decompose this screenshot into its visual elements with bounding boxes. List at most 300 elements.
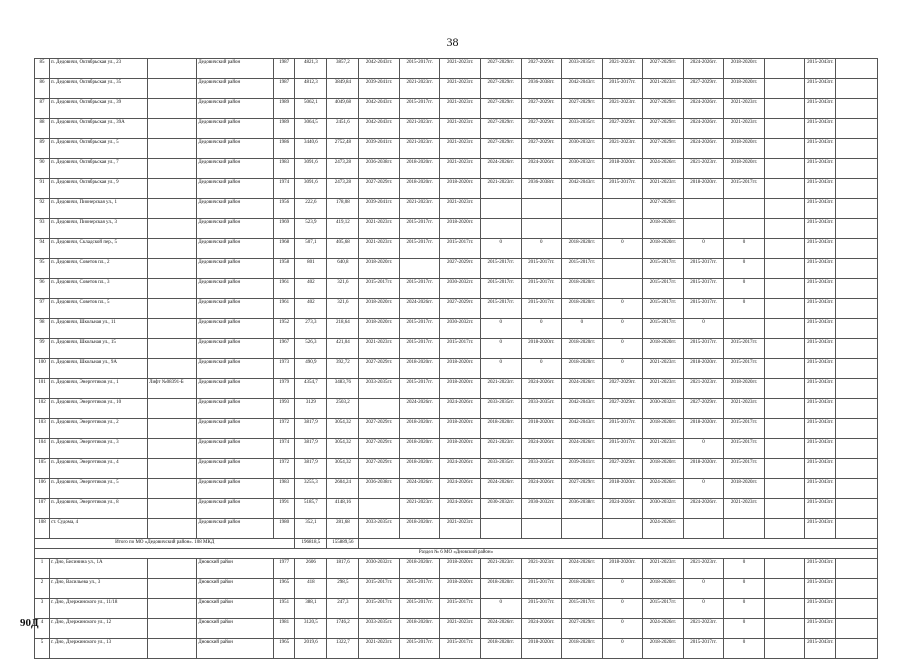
empty-cell: [836, 499, 878, 519]
repair-period-cell: [764, 199, 805, 219]
district-cell: Дедовичский район: [197, 259, 274, 279]
repair-period-cell: [764, 159, 805, 179]
year-cell: 1974: [274, 439, 295, 459]
empty-cell: [836, 159, 878, 179]
repair-period-cell: 2021-2023гг.: [643, 379, 684, 399]
repair-period-cell: 0: [602, 359, 643, 379]
living-area-cell: 321,6: [327, 279, 359, 299]
year-cell: 1983: [274, 159, 295, 179]
note-cell: [148, 639, 197, 659]
repair-period-cell: 2042-2043гг.: [562, 399, 603, 419]
repair-period-cell: 2027-2029гг.: [521, 139, 562, 159]
repair-period-cell: 0: [683, 579, 724, 599]
repair-period-cell: 0: [683, 479, 724, 499]
address-cell: г. Дно, Дзержинского ул., 13: [49, 639, 147, 659]
repair-period-cell: 2021-2023гг.: [683, 559, 724, 579]
repair-period-cell: [521, 219, 562, 239]
repair-period-cell: 2015-2017гг.: [724, 179, 765, 199]
repair-period-cell: 0: [562, 319, 603, 339]
note-cell: [148, 459, 197, 479]
empty-cell: [836, 99, 878, 119]
repair-period-cell: 2033-2035гг.: [359, 519, 400, 539]
total-area-cell: 352,1: [295, 519, 327, 539]
repair-period-cell: 2021-2023гг.: [724, 499, 765, 519]
repair-period-cell: 2015-2017гг.: [440, 239, 481, 259]
row-number: 108: [35, 519, 50, 539]
total-area-cell: 388,1: [295, 599, 327, 619]
note-cell: [148, 139, 197, 159]
repair-period-cell: 2015-2017гг.: [399, 239, 440, 259]
repair-period-cell: 2024-2026гг.: [683, 119, 724, 139]
living-area-cell: 1322,7: [327, 639, 359, 659]
living-area-cell: 321,6: [327, 299, 359, 319]
address-cell: п. Дедовичи, Складской пер., 5: [49, 239, 147, 259]
repair-period-cell: 2015-2017гг.: [683, 279, 724, 299]
repair-period-cell: 2027-2029гг.: [643, 199, 684, 219]
district-cell: Дедовичский район: [197, 379, 274, 399]
year-cell: 1968: [274, 239, 295, 259]
repair-period-cell: [764, 239, 805, 259]
year-cell: 1986: [274, 139, 295, 159]
repair-period-cell: 2021-2023гг.: [643, 179, 684, 199]
table-row: [35, 79, 878, 99]
repair-period-cell: 0: [602, 639, 643, 659]
repair-period-cell: 2015-2017гг.: [521, 299, 562, 319]
repair-period-cell: 2015-2017гг.: [602, 439, 643, 459]
row-number: 86: [35, 79, 50, 99]
total-area-cell: 3817,9: [295, 459, 327, 479]
row-number: 99: [35, 339, 50, 359]
repair-period-cell: 2015-2043гг.: [805, 139, 836, 159]
repair-period-cell: [764, 479, 805, 499]
repair-period-cell: 2015-2017гг.: [602, 179, 643, 199]
repair-period-cell: 2024-2026гг.: [480, 479, 521, 499]
repair-period-cell: 2042-2043гг.: [359, 99, 400, 119]
district-cell: Дедовичский район: [197, 299, 274, 319]
row-number: 92: [35, 199, 50, 219]
total-area-cell: 2606: [295, 559, 327, 579]
repair-period-cell: 2018-2020гг.: [399, 179, 440, 199]
table-row: [35, 279, 878, 299]
district-cell: Дедовичский район: [197, 439, 274, 459]
repair-period-cell: 2024-2026гг.: [643, 519, 684, 539]
repair-period-cell: 2021-2023гг.: [480, 379, 521, 399]
address-cell: п. Дедовичи, Советов пл., 3: [49, 279, 147, 299]
address-cell: п. Дедовичи, Школьная ул., 15: [49, 339, 147, 359]
repair-period-cell: 2015-2017гг.: [399, 579, 440, 599]
table-row: [35, 239, 878, 259]
repair-period-cell: 2024-2026гг.: [440, 479, 481, 499]
repair-period-cell: 2039-2041гг.: [562, 459, 603, 479]
repair-period-cell: 2021-2023гг.: [683, 619, 724, 639]
living-area-cell: 2473,28: [327, 179, 359, 199]
table-row: [35, 139, 878, 159]
repair-period-cell: 2018-2020гг.: [602, 479, 643, 499]
table-row: [35, 59, 878, 79]
table-row: [35, 459, 878, 479]
repair-period-cell: 2027-2029гг.: [480, 79, 521, 99]
repair-period-cell: [562, 219, 603, 239]
repair-period-cell: 0: [724, 239, 765, 259]
repair-period-cell: 2027-2029гг.: [521, 119, 562, 139]
empty-cell: [836, 179, 878, 199]
repair-period-cell: 2015-2017гг.: [399, 339, 440, 359]
repair-period-cell: 2027-2029гг.: [602, 399, 643, 419]
repair-period-cell: 2015-2017гг.: [602, 79, 643, 99]
repair-period-cell: 2036-2038гг.: [521, 179, 562, 199]
empty-cell: [836, 519, 878, 539]
repair-period-cell: 2018-2020гг.: [521, 639, 562, 659]
repair-period-cell: [764, 619, 805, 639]
living-area-cell: 3857,2: [327, 59, 359, 79]
repair-period-cell: 2030-2032гг.: [562, 159, 603, 179]
repair-period-cell: 0: [480, 359, 521, 379]
repair-period-cell: 2021-2023гг.: [683, 159, 724, 179]
table-row: [35, 379, 878, 399]
repair-period-cell: 2015-2017гг.: [683, 639, 724, 659]
repair-period-cell: 2018-2020гг.: [440, 179, 481, 199]
repair-period-cell: 2027-2029гг.: [643, 119, 684, 139]
repair-period-cell: 2024-2026гг.: [440, 399, 481, 419]
row-number: 97: [35, 299, 50, 319]
living-area-cell: 1746,2: [327, 619, 359, 639]
empty-cell: [836, 459, 878, 479]
note-cell: [148, 179, 197, 199]
district-cell: Дедовичский район: [197, 199, 274, 219]
repair-period-cell: 2027-2029гг.: [359, 179, 400, 199]
table-row: [35, 359, 878, 379]
repair-period-cell: 2018-2020гг.: [399, 559, 440, 579]
row-number: 101: [35, 379, 50, 399]
address-cell: п. Дедовичи, Энергетиков ул., 5: [49, 479, 147, 499]
page-number: 38: [446, 35, 459, 49]
repair-period-cell: 2015-2017гг.: [643, 299, 684, 319]
repair-period-cell: 2015-2017гг.: [643, 319, 684, 339]
living-area-cell: 4049,68: [327, 99, 359, 119]
repair-period-cell: 2021-2023гг.: [440, 199, 481, 219]
repair-period-cell: 0: [683, 599, 724, 619]
repair-period-cell: 0: [480, 339, 521, 359]
district-cell: Дедовичский район: [197, 239, 274, 259]
empty-cell: [836, 399, 878, 419]
repair-period-cell: 2018-2020гг.: [440, 559, 481, 579]
empty-cell: [836, 639, 878, 659]
repair-period-cell: 2021-2023гг.: [440, 99, 481, 119]
repair-period-cell: 2018-2020гг.: [643, 419, 684, 439]
district-cell: Дедовичский район: [197, 59, 274, 79]
district-cell: Дедовичский район: [197, 279, 274, 299]
row-number: 102: [35, 399, 50, 419]
total-area-cell: 2019,6: [295, 639, 327, 659]
address-cell: п. Дедовичи, Школьная ул., 9А: [49, 359, 147, 379]
total-area-cell: 3120,5: [295, 619, 327, 639]
repair-period-cell: 2015-2043гг.: [805, 559, 836, 579]
empty-cell: [836, 59, 878, 79]
living-area-cell: 3054,32: [327, 459, 359, 479]
district-cell: Дедовичский район: [197, 119, 274, 139]
repair-period-cell: 2018-2020гг.: [562, 579, 603, 599]
repair-period-cell: 2018-2020гг.: [683, 179, 724, 199]
repair-period-cell: 2039-2041гг.: [359, 79, 400, 99]
empty-cell: [836, 219, 878, 239]
repair-period-cell: 2021-2023гг.: [399, 139, 440, 159]
repair-period-cell: 0: [480, 599, 521, 619]
note-cell: [148, 599, 197, 619]
repair-period-cell: 2015-2043гг.: [805, 459, 836, 479]
repair-period-cell: 2036-2038гг.: [359, 159, 400, 179]
repair-period-cell: 2027-2029гг.: [440, 259, 481, 279]
note-cell: [148, 319, 197, 339]
note-cell: [148, 419, 197, 439]
repair-period-cell: 2015-2017гг.: [521, 579, 562, 599]
empty-cell: [836, 79, 878, 99]
repair-period-cell: 2027-2029гг.: [359, 359, 400, 379]
section-title: Раздел № 6 МО «Дновский район»: [35, 549, 878, 559]
note-cell: [148, 219, 197, 239]
repair-period-cell: [764, 319, 805, 339]
repair-period-cell: 2021-2023гг.: [643, 359, 684, 379]
repair-period-cell: 2018-2020гг.: [399, 159, 440, 179]
empty-cell: [836, 239, 878, 259]
repair-period-cell: [602, 219, 643, 239]
repair-period-cell: [764, 359, 805, 379]
total-area-cell: 273,3: [295, 319, 327, 339]
address-cell: г. Дно, Дзержинского ул., 11/18: [49, 599, 147, 619]
repair-period-cell: 0: [602, 319, 643, 339]
repair-period-cell: 2024-2026гг.: [521, 379, 562, 399]
year-cell: 1979: [274, 379, 295, 399]
total-area-cell: 402: [295, 299, 327, 319]
repair-period-cell: 0: [480, 239, 521, 259]
table-row: [35, 259, 878, 279]
row-number: 93: [35, 219, 50, 239]
year-cell: 1993: [274, 399, 295, 419]
repair-period-cell: 2024-2026гг.: [683, 59, 724, 79]
repair-period-cell: 2027-2029гг.: [562, 99, 603, 119]
repair-period-cell: 2027-2029гг.: [602, 459, 643, 479]
repair-period-cell: 2015-2017гг.: [724, 439, 765, 459]
repair-period-cell: 2027-2029гг.: [359, 459, 400, 479]
note-cell: [148, 359, 197, 379]
note-cell: [148, 499, 197, 519]
repair-period-cell: 2018-2020гг.: [440, 419, 481, 439]
district-cell: Дедовичский район: [197, 499, 274, 519]
repair-period-cell: 0: [724, 619, 765, 639]
repair-period-cell: 2042-2043гг.: [359, 119, 400, 139]
total-area-cell: 3440,6: [295, 139, 327, 159]
repair-period-cell: 2018-2020гг.: [480, 419, 521, 439]
repair-period-cell: 2015-2017гг.: [440, 339, 481, 359]
repair-period-cell: 2021-2023гг.: [521, 559, 562, 579]
living-area-cell: 2473,28: [327, 159, 359, 179]
repair-period-cell: 2018-2020гг.: [643, 339, 684, 359]
empty-cell: [836, 419, 878, 439]
living-area-cell: 3849,84: [327, 79, 359, 99]
repair-period-cell: 2018-2020гг.: [643, 219, 684, 239]
note-cell: [148, 59, 197, 79]
living-area-cell: 1817,6: [327, 559, 359, 579]
table-row: [35, 619, 878, 639]
repair-period-cell: 2018-2020гг.: [399, 459, 440, 479]
repair-period-cell: 2024-2026гг.: [399, 479, 440, 499]
table-row: [35, 159, 878, 179]
repair-period-cell: 2024-2026гг.: [602, 499, 643, 519]
repair-period-cell: [562, 199, 603, 219]
repair-period-cell: 2018-2020гг.: [440, 379, 481, 399]
living-area-cell: 2604,24: [327, 479, 359, 499]
repair-period-cell: [683, 199, 724, 219]
year-cell: 1958: [274, 259, 295, 279]
repair-period-cell: 2018-2020гг.: [724, 159, 765, 179]
district-cell: Дедовичский район: [197, 519, 274, 539]
district-cell: Дновский район: [197, 639, 274, 659]
address-cell: п. Дедовичи, Школьная ул., 11: [49, 319, 147, 339]
row-number: 89: [35, 139, 50, 159]
row-number: 100: [35, 359, 50, 379]
repair-period-cell: 2018-2020гг.: [562, 279, 603, 299]
row-number: 90: [35, 159, 50, 179]
total-area-cell: 490,9: [295, 359, 327, 379]
repair-period-cell: 2042-2043гг.: [359, 59, 400, 79]
total-area-cell: 801: [295, 259, 327, 279]
repair-period-cell: 0: [724, 279, 765, 299]
repair-period-cell: 0: [521, 359, 562, 379]
repair-period-cell: [764, 439, 805, 459]
repair-period-cell: 2027-2029гг.: [480, 99, 521, 119]
repair-period-cell: [480, 219, 521, 239]
total-area-cell: 5062,1: [295, 99, 327, 119]
district-cell: Дедовичский район: [197, 179, 274, 199]
district-cell: Дедовичский район: [197, 99, 274, 119]
year-cell: 1973: [274, 359, 295, 379]
living-area-cell: 3483,76: [327, 379, 359, 399]
district-cell: Дедовичский район: [197, 419, 274, 439]
repair-period-cell: 2015-2017гг.: [724, 459, 765, 479]
total-area-cell: 402: [295, 279, 327, 299]
repair-period-cell: 2018-2020гг.: [724, 379, 765, 399]
repair-period-cell: 2015-2043гг.: [805, 499, 836, 519]
repair-period-cell: 0: [602, 579, 643, 599]
repair-period-cell: 2015-2043гг.: [805, 199, 836, 219]
repair-period-cell: 2027-2029гг.: [562, 619, 603, 639]
district-cell: Дедовичский район: [197, 459, 274, 479]
repair-period-cell: 2021-2023гг.: [602, 99, 643, 119]
living-area-cell: 3054,32: [327, 419, 359, 439]
repair-period-cell: 2018-2020гг.: [724, 139, 765, 159]
repair-period-cell: [724, 519, 765, 539]
address-cell: п. Дедовичи, Октябрьская ул., 39: [49, 99, 147, 119]
repair-period-cell: 2030-2032гг.: [440, 279, 481, 299]
empty-cell: [836, 559, 878, 579]
repair-period-cell: 2018-2020гг.: [399, 519, 440, 539]
repair-period-cell: [764, 459, 805, 479]
repair-period-cell: 2024-2026гг.: [440, 459, 481, 479]
repair-period-cell: 0: [602, 599, 643, 619]
repair-period-cell: 2015-2017гг.: [480, 279, 521, 299]
living-area-cell: 247,3: [327, 599, 359, 619]
total-area-cell: 523,9: [295, 219, 327, 239]
repair-period-cell: [764, 639, 805, 659]
year-cell: 1961: [274, 299, 295, 319]
repair-period-cell: 2021-2023гг.: [440, 619, 481, 639]
address-cell: п. Дедовичи, Энергетиков ул., 8: [49, 499, 147, 519]
row-number: 103: [35, 419, 50, 439]
address-cell: п. Дедовичи, Октябрьская ул., 23: [49, 59, 147, 79]
repair-period-cell: [764, 99, 805, 119]
repair-period-cell: 2024-2026гг.: [562, 559, 603, 579]
note-cell: [148, 119, 197, 139]
repair-period-cell: 2015-2017гг.: [399, 379, 440, 399]
row-number: 85: [35, 59, 50, 79]
year-cell: 1991: [274, 499, 295, 519]
repair-period-cell: 2027-2029гг.: [521, 99, 562, 119]
repair-period-cell: 2042-2043гг.: [562, 79, 603, 99]
repair-period-cell: 2018-2020гг.: [683, 459, 724, 479]
repair-period-cell: 2015-2017гг.: [399, 59, 440, 79]
repair-period-cell: 0: [724, 579, 765, 599]
note-cell: [148, 99, 197, 119]
empty-cell: [836, 479, 878, 499]
repair-period-cell: [602, 519, 643, 539]
address-cell: п. Дедовичи, Энергетиков ул., 4: [49, 459, 147, 479]
repair-period-cell: 2024-2026гг.: [521, 619, 562, 639]
repair-period-cell: 2027-2029гг.: [480, 59, 521, 79]
repair-period-cell: 2024-2026гг.: [562, 439, 603, 459]
repair-period-cell: 2018-2020гг.: [440, 219, 481, 239]
total-area-cell: 3817,9: [295, 439, 327, 459]
repair-period-cell: 2015-2043гг.: [805, 99, 836, 119]
repair-period-cell: 2015-2043гг.: [805, 319, 836, 339]
repair-period-cell: 2015-2017гг.: [359, 579, 400, 599]
total-area-cell: 5185,7: [295, 499, 327, 519]
repair-period-cell: 2015-2017гг.: [683, 339, 724, 359]
repair-period-cell: [764, 219, 805, 239]
repair-period-cell: 2021-2023гг.: [399, 79, 440, 99]
district-cell: Дновский район: [197, 559, 274, 579]
repair-period-cell: [480, 199, 521, 219]
empty-cell: [836, 199, 878, 219]
repair-period-cell: [359, 499, 400, 519]
repair-period-cell: 2015-2017гг.: [521, 599, 562, 619]
repair-period-cell: 2015-2017гг.: [521, 279, 562, 299]
address-cell: г. Дно, Васильева ул., 3: [49, 579, 147, 599]
repair-period-cell: 2015-2043гг.: [805, 479, 836, 499]
repair-period-cell: 0: [683, 319, 724, 339]
repair-period-cell: 2018-2020гг.: [724, 59, 765, 79]
repair-period-cell: 2021-2023гг.: [724, 99, 765, 119]
year-cell: 1989: [274, 119, 295, 139]
repair-period-cell: 2021-2023гг.: [359, 239, 400, 259]
rows-dno: [35, 559, 878, 659]
living-area-cell: 640,8: [327, 259, 359, 279]
repair-period-cell: 2027-2029гг.: [643, 99, 684, 119]
repair-period-cell: [764, 419, 805, 439]
repair-period-cell: [683, 519, 724, 539]
repair-period-cell: 2018-2020гг.: [683, 419, 724, 439]
repair-period-cell: 0: [602, 339, 643, 359]
repair-period-cell: 2018-2020гг.: [440, 439, 481, 459]
note-cell: Лифт №08391-Б: [148, 379, 197, 399]
repair-period-cell: 0: [521, 239, 562, 259]
repair-period-cell: 2033-2035гг.: [521, 459, 562, 479]
living-area-cell: 405,68: [327, 239, 359, 259]
repair-period-cell: 0: [683, 439, 724, 459]
row-number: 98: [35, 319, 50, 339]
repair-period-cell: 2015-2043гг.: [805, 359, 836, 379]
year-cell: 1987: [274, 79, 295, 99]
repair-period-cell: 2018-2020гг.: [359, 299, 400, 319]
repair-period-cell: 2015-2017гг.: [480, 259, 521, 279]
